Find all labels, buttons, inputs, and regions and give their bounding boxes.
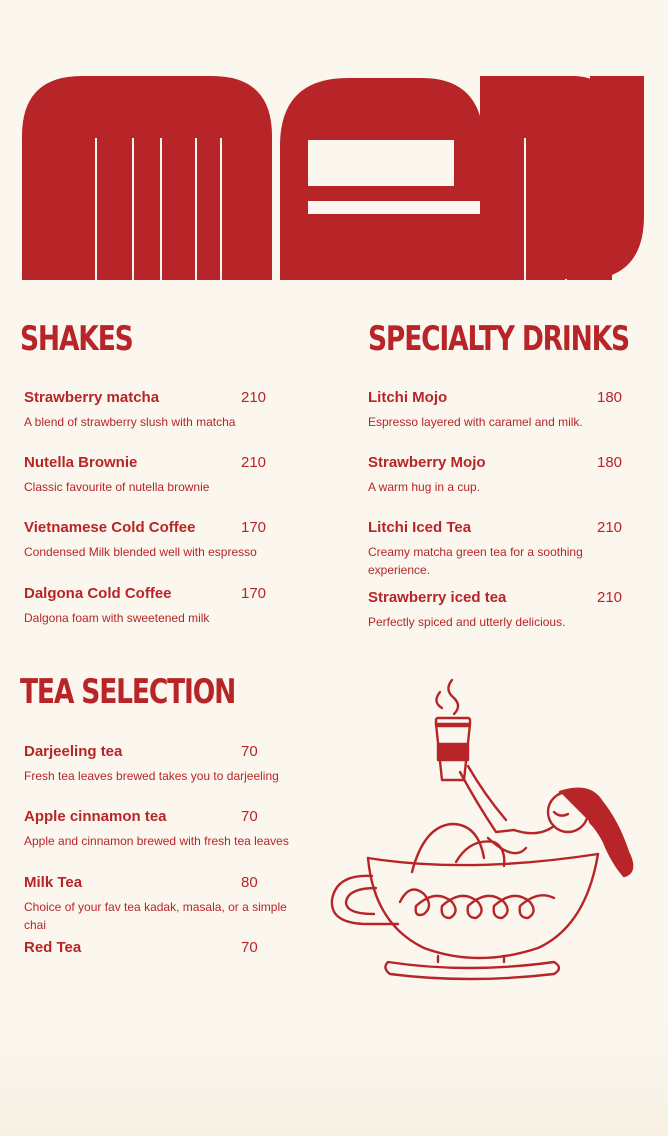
tea-selection-heading: TEA SELECTION	[20, 672, 236, 712]
item-price: 70	[241, 743, 258, 760]
item-name: Strawberry matcha	[24, 389, 160, 406]
item-name: Vietnamese Cold Coffee	[24, 519, 196, 536]
background-fade	[0, 1020, 668, 1136]
item-price: 210	[597, 519, 623, 536]
letter-e	[280, 78, 484, 280]
item-desc: Fresh tea leaves brewed takes you to darjeeling	[24, 769, 279, 783]
menu-title	[22, 76, 644, 280]
item-desc: Condensed Milk blended well with espresso	[24, 545, 257, 559]
item-desc: A warm hug in a cup.	[368, 480, 481, 494]
item-price: 180	[597, 389, 623, 406]
item-desc: Choice of your fav tea kadak, masala, or a simple chai	[24, 900, 287, 932]
woman-relaxing-in-teacup-icon	[328, 662, 648, 982]
item-price: 210	[597, 589, 623, 606]
shakes-heading: SHAKES	[20, 319, 133, 359]
item-desc: Dalgona foam with sweetened milk	[24, 611, 210, 625]
item-price: 210	[241, 454, 267, 471]
item-name: Strawberry iced tea	[368, 589, 507, 606]
item-name: Dalgona Cold Coffee	[24, 585, 172, 602]
item-price: 180	[597, 454, 623, 471]
item-price: 80	[241, 874, 258, 891]
letter-m	[22, 76, 272, 280]
item-desc: Apple and cinnamon brewed with fresh tea leaves	[24, 834, 289, 848]
specialty-drinks-heading: SPECIALTY DRINKS	[368, 319, 629, 359]
item-desc: Perfectly spiced and utterly delicious.	[368, 615, 566, 629]
item-price: 210	[241, 389, 267, 406]
item-desc: Creamy matcha green tea for a soothing experience.	[368, 545, 583, 577]
item-name: Litchi Mojo	[368, 389, 448, 406]
item-name: Darjeeling tea	[24, 743, 123, 760]
item-desc: Espresso layered with caramel and milk.	[368, 415, 583, 429]
item-price: 70	[241, 808, 258, 825]
letter-u	[557, 76, 644, 280]
item-price: 170	[241, 519, 267, 536]
item-desc: A blend of strawberry slush with matcha	[24, 415, 236, 429]
item-name: Apple cinnamon tea	[24, 808, 167, 825]
item-price: 170	[241, 585, 267, 602]
item-name: Litchi Iced Tea	[368, 519, 472, 536]
menu-title-lettering	[22, 76, 644, 280]
item-name: Milk Tea	[24, 874, 83, 891]
item-price: 70	[241, 939, 258, 956]
item-desc: Classic favourite of nutella brownie	[24, 480, 210, 494]
item-name: Nutella Brownie	[24, 454, 138, 471]
item-name: Strawberry Mojo	[368, 454, 486, 471]
item-name: Red Tea	[24, 939, 82, 956]
